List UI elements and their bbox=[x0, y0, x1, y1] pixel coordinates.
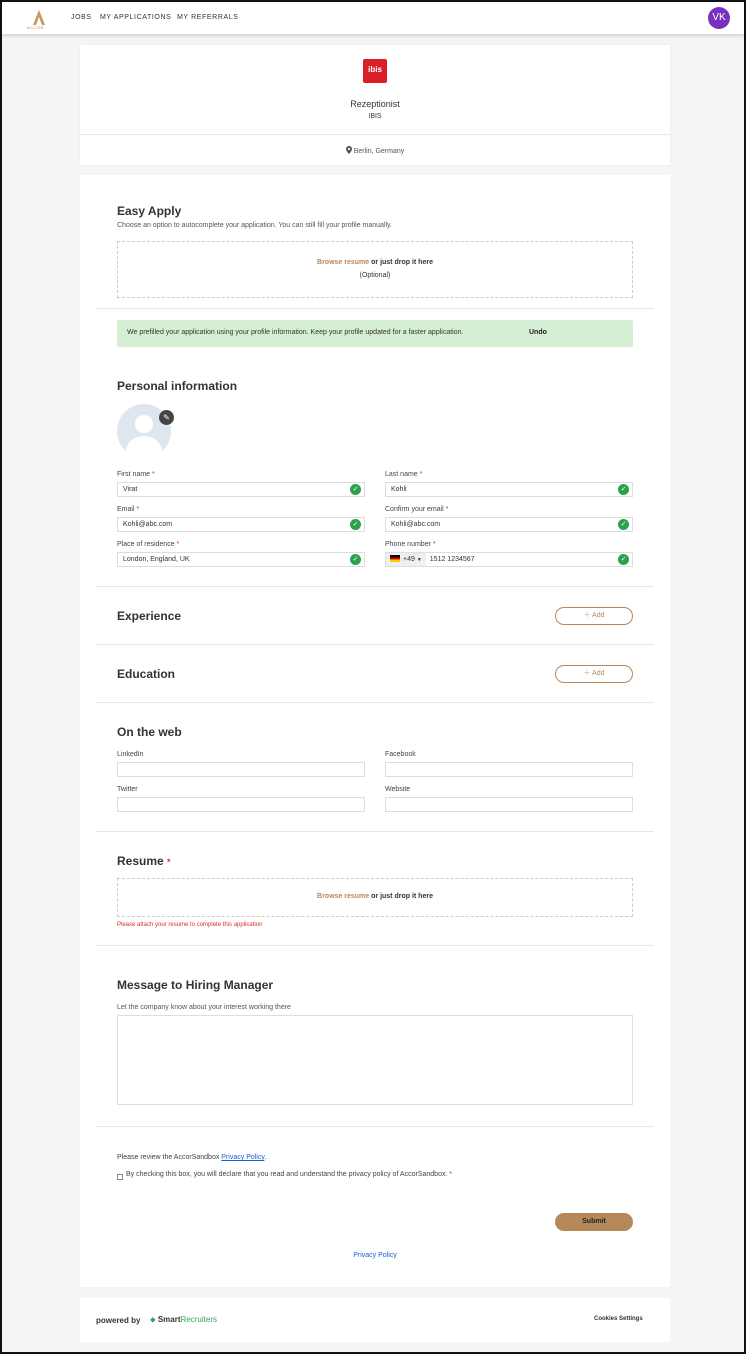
user-avatar[interactable]: VK bbox=[708, 7, 730, 29]
bottom-privacy-policy-link[interactable]: Privacy Policy bbox=[353, 1252, 397, 1259]
resume-drop-text: or just drop it here bbox=[371, 893, 433, 900]
privacy-review-text: Please review the AccorSandbox Privacy Policy. bbox=[117, 1154, 267, 1161]
divider bbox=[96, 945, 654, 946]
on-the-web-title: On the web bbox=[117, 725, 182, 739]
experience-title: Experience bbox=[117, 609, 182, 623]
resume-dropzone[interactable] bbox=[117, 878, 633, 917]
chevron-down-icon: ▼ bbox=[416, 557, 422, 563]
resume-title: Resume * bbox=[117, 854, 171, 868]
divider bbox=[96, 586, 654, 587]
personal-info-title: Personal information bbox=[117, 379, 238, 393]
phone-input[interactable]: +49 ▼ 1512 1234567 ✓ bbox=[385, 552, 633, 567]
nav-my-referrals[interactable]: MY REFERRALS bbox=[177, 14, 239, 21]
phone-label: Phone number * bbox=[385, 541, 436, 548]
last-name-label: Last name * bbox=[385, 471, 423, 478]
country-code-select[interactable]: +49 ▼ bbox=[386, 553, 426, 566]
twitter-input[interactable] bbox=[117, 797, 365, 812]
application-form bbox=[80, 175, 670, 1287]
easy-apply-drop-text: or just drop it here bbox=[371, 259, 433, 266]
prefill-notice-text: We prefilled your application using your profile information. Keep your profile updated for a faster application. bbox=[127, 329, 464, 336]
residence-label: Place of residence * bbox=[117, 541, 180, 548]
residence-input[interactable]: London, England, UK ✓ bbox=[117, 552, 365, 567]
check-icon: ✓ bbox=[350, 554, 361, 565]
easy-apply-title: Easy Apply bbox=[117, 204, 182, 218]
submit-button[interactable]: Submit bbox=[555, 1213, 633, 1231]
ibis-logo: ibis bbox=[363, 59, 387, 83]
smartrecruiters-logo[interactable]: ⬥ SmartRecruiters bbox=[150, 1315, 217, 1324]
leaf-icon: ⬥ bbox=[150, 1315, 156, 1324]
job-title: Rezeptionist bbox=[350, 99, 400, 109]
plus-icon: ＋ bbox=[583, 670, 591, 677]
first-name-label: First name * bbox=[117, 471, 155, 478]
website-input[interactable] bbox=[385, 797, 633, 812]
privacy-consent-label: By checking this box, you will declare that you read and understand the privacy policy of AccorSandbox. * bbox=[126, 1171, 453, 1178]
last-name-input[interactable]: Kohli ✓ bbox=[385, 482, 633, 497]
website-label: Website bbox=[385, 786, 411, 793]
add-experience-button[interactable]: ＋ Add bbox=[555, 607, 633, 625]
resume-browse-link[interactable]: Browse resume bbox=[317, 893, 370, 900]
privacy-consent-checkbox[interactable] bbox=[117, 1174, 123, 1180]
avatar-placeholder-icon bbox=[135, 415, 153, 433]
nav-jobs[interactable]: JOBS bbox=[71, 14, 92, 21]
linkedin-input[interactable] bbox=[117, 762, 365, 777]
message-textarea[interactable] bbox=[117, 1015, 633, 1105]
divider bbox=[96, 702, 654, 703]
job-header-card bbox=[80, 45, 670, 165]
brand-text: ACCOR bbox=[27, 25, 44, 30]
check-icon: ✓ bbox=[618, 554, 629, 565]
facebook-input[interactable] bbox=[385, 762, 633, 777]
easy-apply-dropzone[interactable] bbox=[117, 241, 633, 298]
education-title: Education bbox=[117, 667, 176, 681]
prefill-notice bbox=[117, 320, 633, 347]
confirm-email-input[interactable]: Kohli@abc.com ✓ bbox=[385, 517, 633, 532]
cookies-settings-link[interactable]: Cookies Settings bbox=[594, 1316, 643, 1322]
footer bbox=[80, 1298, 670, 1342]
powered-by-text: powered by bbox=[96, 1316, 141, 1325]
email-input[interactable]: Kohli@abc.com ✓ bbox=[117, 517, 365, 532]
germany-flag-icon bbox=[390, 555, 400, 562]
confirm-email-label: Confirm your email * bbox=[385, 506, 449, 513]
check-icon: ✓ bbox=[350, 484, 361, 495]
job-location bbox=[80, 146, 670, 155]
location-pin-icon bbox=[346, 146, 352, 154]
linkedin-label: LinkedIn bbox=[117, 751, 144, 758]
privacy-policy-link[interactable]: Privacy Policy bbox=[221, 1154, 265, 1161]
resume-error: Please attach your resume to complete this application bbox=[117, 922, 263, 928]
add-education-button[interactable]: ＋ Add bbox=[555, 665, 633, 683]
divider bbox=[80, 134, 670, 135]
divider bbox=[96, 1126, 654, 1127]
facebook-label: Facebook bbox=[385, 751, 416, 758]
twitter-label: Twitter bbox=[117, 786, 138, 793]
undo-button[interactable]: Undo bbox=[529, 329, 547, 336]
check-icon: ✓ bbox=[618, 484, 629, 495]
message-subtitle: Let the company know about your interest working there bbox=[117, 1004, 291, 1011]
check-icon: ✓ bbox=[350, 519, 361, 530]
message-title: Message to Hiring Manager bbox=[117, 978, 274, 992]
nav-my-applications[interactable]: MY APPLICATIONS bbox=[100, 14, 172, 21]
pencil-icon[interactable]: ✎ bbox=[159, 410, 174, 425]
first-name-input[interactable]: Virat ✓ bbox=[117, 482, 365, 497]
location-text: Berlin, Germany bbox=[353, 148, 405, 155]
easy-apply-optional: (Optional) bbox=[359, 272, 391, 279]
easy-apply-browse-link[interactable]: Browse resume bbox=[317, 259, 370, 266]
top-nav bbox=[2, 2, 744, 35]
email-label: Email * bbox=[117, 506, 140, 513]
easy-apply-subtitle: Choose an option to autocomplete your application. You can still fill your profile manually. bbox=[117, 222, 392, 229]
divider bbox=[96, 831, 654, 832]
plus-icon: ＋ bbox=[583, 612, 591, 619]
divider bbox=[96, 644, 654, 645]
divider bbox=[96, 308, 654, 309]
check-icon: ✓ bbox=[618, 519, 629, 530]
job-company: IBIS bbox=[368, 113, 382, 120]
